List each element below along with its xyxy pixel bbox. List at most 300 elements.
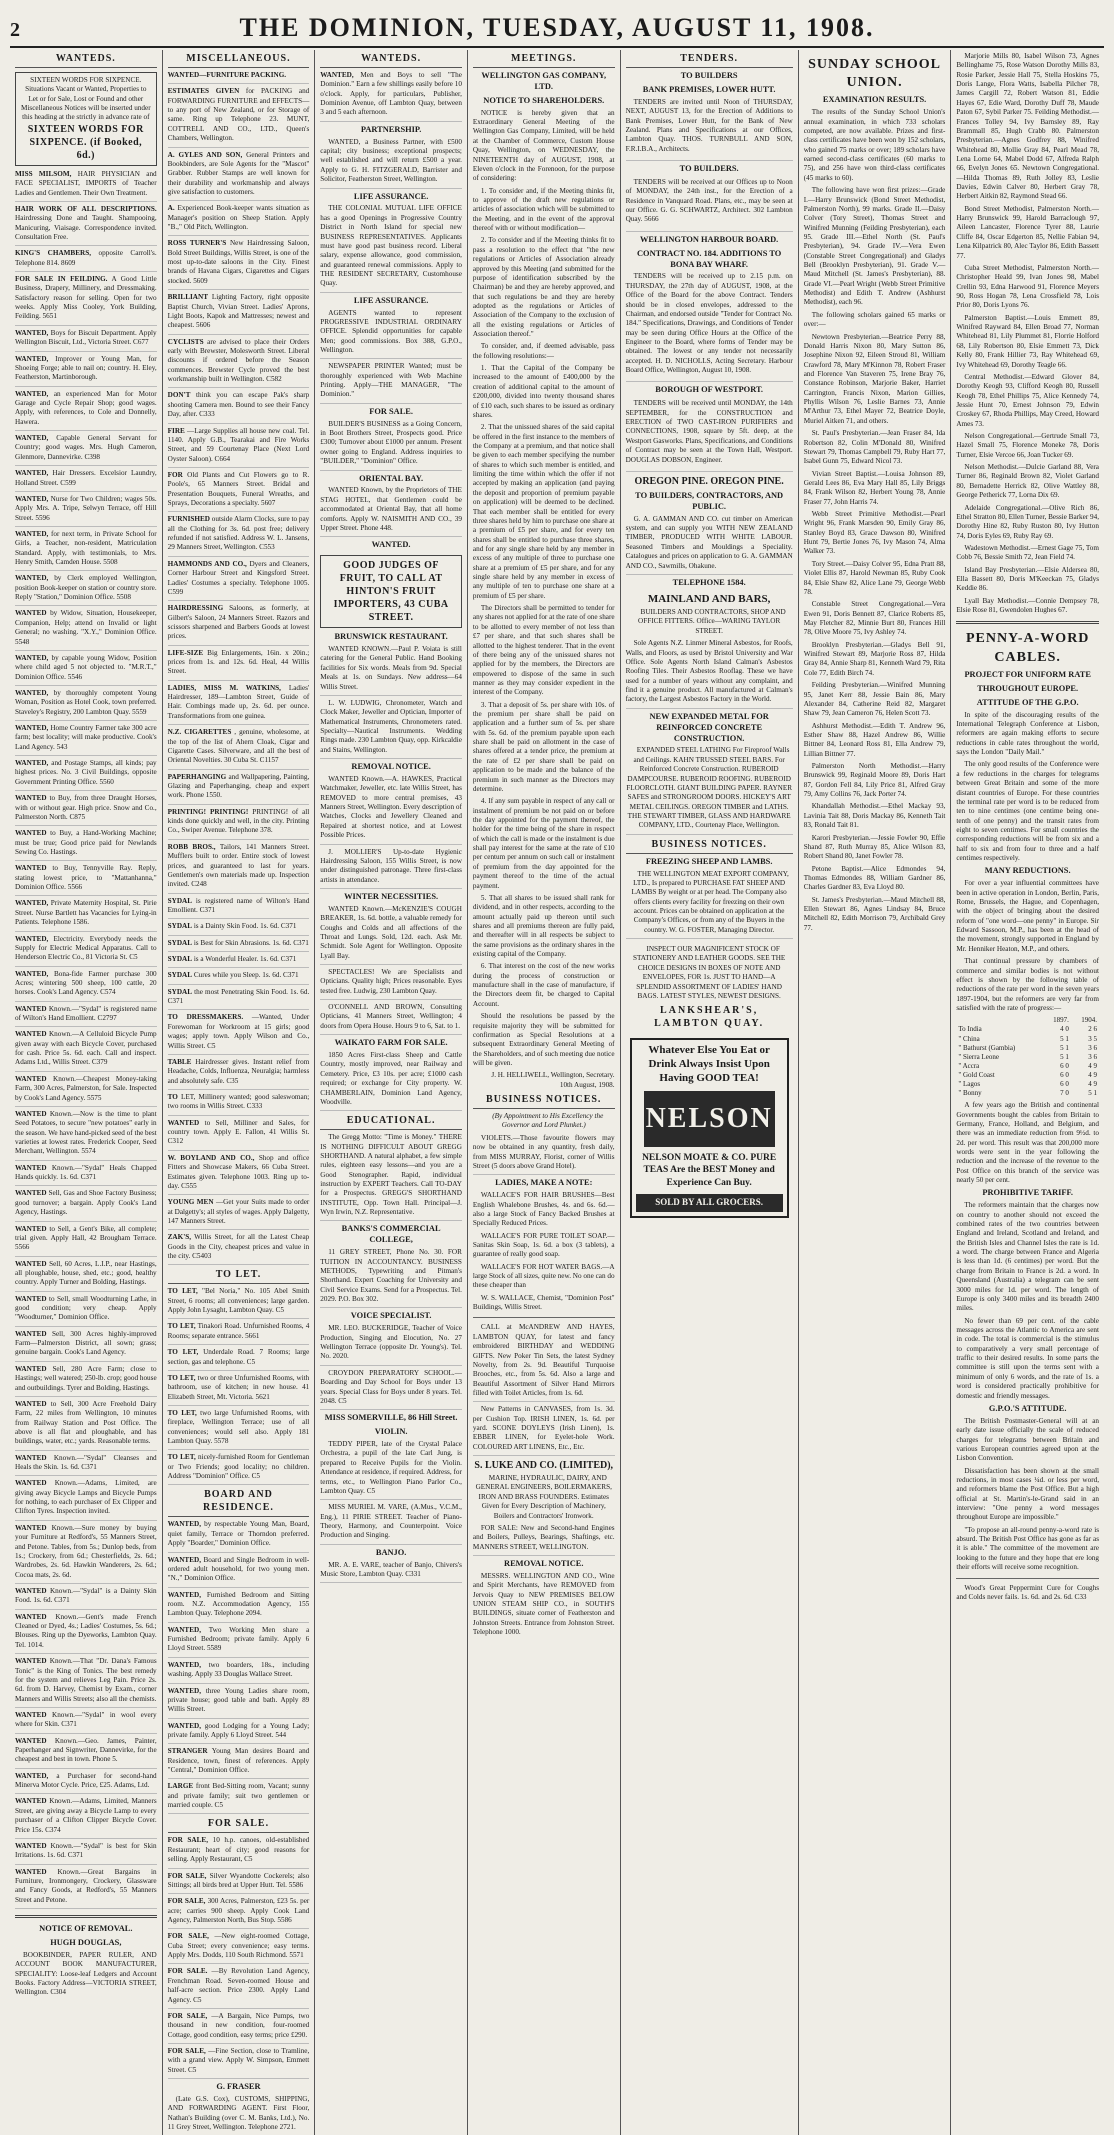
cables-title: PENNY-A-WORD CABLES. (965, 631, 1090, 665)
partnership-ad: WANTED, a Business Partner, with £500 capital; city business; exceptional prospects; well established and will return £500 a year. Apply to G. H. FITZGERALD, Barrister and Solicitor, Featherston Street, Wellington. (320, 138, 462, 189)
classified-ad-body: Capable General Servant for Country; good wages. Mrs. Hugh Cameron, Glenmore, Dannevirke. C398 (15, 434, 157, 461)
tender-title: BOROUGH OF WESTPORT. (655, 385, 764, 395)
classified-ad-lead: TO LET, (167, 1408, 197, 1417)
rate-notice (15, 72, 157, 166)
classified-ad-lead: HAIR WORK OF ALL DESCRIPTIONS. (15, 204, 157, 213)
croydon-ad: CROYDON PREPARATORY SCHOOL.—Boarding and Day School for Boys under 13 years. Special Class for Boys under 8 years. Tel. 2048. C5 (320, 1369, 462, 1410)
classified-ad (15, 574, 157, 606)
classified-ad (15, 1295, 157, 1327)
classified-ad-lead: TO LET, (167, 1453, 196, 1462)
paragraph: Karori Presbyterian.—Jessie Fowler 90, Effie Shand 87, Ruth Murray 85, Alice Wilson 83, Robert Shand 80, Janet Fowler 78. (803, 833, 946, 861)
classified-ad-lead: WANTED, (15, 354, 49, 363)
classified-ad-lead: WANTED (15, 1329, 47, 1338)
oregon-ad: G. A. GAMMAN AND CO. cut timber on American system, and can supply you WITH NEW ZEALAND TIMBER, PRODUCED WITH WHITE LABOUR. Seasoned Timbers and Mouldings a Speciality. Catalogues and prices on application to G. A. GAMMAN AND CO., Sawmills, Ohakune. (626, 515, 793, 575)
peppermint-ad: Wood's Great Peppermint Cure for Coughs and Colds never fails. 1s. 6d. and 2s. 6d. C33 (956, 1583, 1099, 1601)
wanteds-2-list (320, 71, 462, 122)
classified-ad-body: —Wanted, Under Forewoman for Workroom at 15 girls; good wages; apply town. Apply Wilson and Co., Willis Street. C5 (167, 1013, 310, 1050)
classified-ad-lead: LARGE (167, 1782, 194, 1791)
classified-ad (168, 1836, 310, 1868)
paragraph: NOTICE is hereby given that an Extraordinary General Meeting of the Wellington Gas Company, Limited, will be held at the Chamber of Commerce, Custom House Quay, Wellington, on WEDNESDAY, the NINETEENTH day of AUGUST, 1908, at Eleven o'clock in the Forenoon, for the purpose of considering: (472, 108, 615, 183)
classified-ad-body: General Printers and Bookbinders, are Sole Agents for the "Mascot" Grabber. Rubber Stamps are well known for their durability and workmanship and always give satisfaction to customers. (167, 150, 310, 196)
paragraph: 4. If any sum payable in respect of any call or instalment of premium be not paid on or before the day appointed for the payment thereof, the holder for the time being of the share in respect of which the call is made or the instalment is due shall pay interest for the same at the rate of £10 per centum per annum on such call or instalment of premium from the day appointed for the payment thereof to the time of the actual payment. (472, 797, 615, 890)
paragraph: Bond Street Methodist, Palmerston North.—Harry Brunswick 99, Harold Barraclough 97, Aileen Lancaster, Florence Tyrer 88, Laurie Cliffe 84, Oscar Edgerton 85, Nellie Fabian 94, Lena Kilpatrick 80, Alec Taylor 86, Edith Bassett 77. (956, 204, 1099, 260)
paragraph: St. James's Presbyterian.—Maud Mitchell 88, Ellen Stewart 86, Agnes Lindsay 84, Bruce Mitchell 82, Edith Morrison 79, Archibald Grey 77. (803, 895, 946, 932)
classified-ad-lead: SYDAL (167, 955, 193, 964)
classified-ad-body: by Clerk employed Wellington, position Book-keeper on station or country store. Reply "Station," Dominion Office. 5508 (15, 574, 157, 602)
tender-sub: CONTRACT NO. 184. ADDITIONS TO BONA BAY WHARF. (637, 248, 782, 269)
to-let-list (168, 1287, 310, 1485)
paragraph: No fewer than 69 per cent. of the cable messages across the Atlantic to America are sent in code. The total is commercial is the stimulus to comparatively a very small percentage of traffic to their desired results. In some parts the committee is still upon the terms sent with a minimum of only 6 words, and the rate of 1s. a word is considered practically prohibitive for domestic and friendly messages. (956, 1316, 1099, 1400)
section-heading-business-notices-2: BUSINESS NOTICES. (626, 838, 793, 854)
banjo-ad: MR. A. E. VARE, teacher of Banjo, Chivers's Music Store, Lambton Quay. C331 (320, 1561, 462, 1584)
results-continued: Marjorie Mills 80, Isabel Wilson 73, Agnes Bellinghame 75, Rose Watson Dorothy Mills 83, Rosie Parker, Jessie Hall 75, Stella Hoskins 75, Doris Lange, Flora Watts, Isabella Pilcher 78, James Cargill 72, Robert Watson 81, Eddie Hayes 67, Edie Ward, Dorothy Duff 78, Maude Paton 67, Sybil Parker 75. Feilding Methodist.—Frances Tolley 94, Ivy Barnsley 89, Ray Brammall 85, Hugh Crabb 80. Palmerston Presbyterian.—Agnes Godfrey 88, Winifred Whitehead 80, Mollie Gray 84, Pearl Mead 78, Lena Lorne 64, Mabel Dodd 67, Alfreda Ralph 66, Evelyn Jones 65. Newtown Congregational.—Hilda Thomas 89, Ruth Jolley 83, Leslie Davies, Edwin Calver 80, Herbert Gray 78, Herbert Aitkin 82, Raymond Stead 66. (956, 52, 1099, 201)
classified-ad-body: Known.—"Sydal" in wool every where for Skin. C371 (15, 1710, 157, 1729)
freezing-heading: FREEZING SHEEP AND LAMBS. (645, 856, 773, 866)
classified-ad (168, 684, 310, 725)
classified-list (15, 170, 157, 1909)
classified-ad (15, 1657, 157, 1708)
reductions-body: For over a year influential committees have been in active operation in London, Berlin, Paris, Rome, Brussels, the Hague, and Copenhagen, with the object of bringing about the desired reform of "one word—one penny" in Europe. Sir Edward Sassoon, M.P., has been at the head of the movement, strongly supported in England by Mr. Henniker Heaton, M.P., and others. (956, 879, 1099, 953)
classified-ad-lead: WANTED, (167, 1686, 201, 1695)
paragraph: The following have won first prizes:—Grade I.—Harry Brunswick (Bond Street Methodist, Palmerston North), 99 marks. Grade II.—Daisy Colver (Tory Street), Thomas Street and Winifred Munning (Feilding Presbyterian), each 95. Grade III.—Ethel North (St. Paul's Presbyterian), 94. Grade IV.—Vera Ewen (Constable Street Congregational) and Gladys Bell (Brooklyn Presbyterian), 91. Grade V.—Maud Mitchell (St. James's Presbyterian), 88. Grade VI.—Pearl Wright (Webb Street Primitive Methodist) and Edith T. Andrew (Ashhurst Methodist), each 96. (803, 186, 946, 307)
fraser-name: G. FRASER (216, 2082, 261, 2092)
paragraph: Khandallah Methodist.—Ethel Mackay 93, Lavinia Tait 88, Doris Mackay 86, Kenneth Tait 83, Ronald Tait 81. (803, 802, 946, 830)
removal-notice-name: HUGH DOUGLAS, (50, 1937, 122, 1947)
hinton-ad-text: GOOD JUDGES OF FRUIT, TO CALL AT HINTON'S FRUIT IMPORTERS, 43 CUBA STREET. (333, 560, 449, 624)
paragraph: WALLACE'S FOR HAIR BRUSHES—Best English Whalebone Brushes, 4s. and 6s. 6d.—also a large Stock of Fancy Backed Brushes at Specially Reduced Prices. (472, 1191, 615, 1228)
classified-ad-body: front Bed-Sitting room, Vacant; sunny and private family; suit two gentlemen or married couple. C5 (167, 1782, 310, 1810)
classified-ad (168, 1154, 310, 1195)
classified-ad (15, 935, 157, 967)
rates-table-cell: 4 9 (1088, 1079, 1097, 1088)
classified-ad-lead: FURNISHED (167, 515, 210, 524)
classified-ad-body: Old Plants and Cut Flowers go to R. Poole's, 65 Manners Street. Bridal and Presentation Bouquets, Funeral Wreaths, and Sprays, Decorations a specialty. 5607 (167, 470, 310, 508)
classified-ad-lead: WANTED, (15, 494, 49, 503)
paragraph: Brooklyn Presbyterian.—Gladys Bell 91, Winifred Stewart 89, Marjorie Ross 87, Hilda Gray 84, Annie Sharp 81, Kenneth Ward 79, Rita Cole 77, Edith Birch 74. (803, 640, 946, 677)
column-cables (951, 50, 1104, 2135)
classified-ad-lead: WANTED, (15, 934, 49, 943)
classified-ad (15, 1868, 157, 1909)
column-meetings (468, 50, 621, 2135)
classified-ad-lead: SYDAL (167, 971, 193, 980)
classified-ad-lead: A. GYLES AND SON, (167, 150, 243, 159)
classified-ad-body: Experienced Book-keeper wants situation as Manager's position on Sheep Station. Apply "B.," Old Pitch, Wellington. (167, 204, 310, 232)
section-heading-wanteds-2: WANTEDS. (320, 52, 462, 68)
oregon-subheading: TO BUILDERS, CONTRACTORS, AND PUBLIC. (635, 490, 784, 511)
classified-ad-lead: WANTED, (15, 899, 49, 908)
classified-ad-lead: YOUNG MEN (167, 1198, 214, 1207)
classified-ad-lead: WANTED, (15, 389, 49, 398)
paragraph: Nelson Congregational.—Gertrude Small 73, Hazel Small 75, Florence Moneke 78, Doris Turner, Elsie Vercoe 66, Joan Tucker 69. (956, 432, 1099, 459)
classified-ad (168, 1687, 310, 1719)
classified-ad (15, 970, 157, 1002)
classified-ad (15, 170, 157, 202)
classified-ad-lead: ROBB BROS., (167, 842, 216, 851)
tender-notice (626, 235, 793, 383)
classified-ad (168, 151, 310, 202)
classified-ad (15, 434, 157, 466)
oconnell-ad: O'CONNELL AND BROWN, Consulting Opticians, 41 Manners Street, Wellington; 4 doors from Opera House. Hours 9 to 6, Sat. to 1. (320, 1003, 462, 1035)
classified-ad-lead: TO (167, 1092, 178, 1101)
paragraph: Dissatisfaction has been shown at the small reductions, in most cases ¼d. or less per word, and reformers blame the Post Office. But a high official at St. Martin's-le-Grand said in an interview: "One penny a word messages throughout Europe are impossible." (956, 1466, 1099, 1522)
rates-table-cell: 3 5 (1088, 1034, 1097, 1043)
classified-ad-body: two boarders, 18s., including washing. Apply 33 Douglas Wallace Street. (167, 1660, 310, 1679)
classified-ad-lead: WANTED, (15, 688, 49, 697)
classified-ad-body: —New eight-roomed Cottage, Cuba Street; every convenience; easy terms. Apply Mrs. Dodds, 110 South Richmond. 5571 (167, 1932, 310, 1960)
violin-heading: VIOLIN. (374, 1427, 408, 1437)
classified-ad (15, 899, 157, 931)
classified-ad-lead: WANTED, (15, 759, 49, 768)
classified-ad-body: Known.—"Sydal" is registered name of Wilton's Hand Emollient. C2797 (15, 1004, 157, 1023)
royal-appointment: (By Appointment to His Excellency the Governor and Lord Plunket.) (492, 1112, 604, 1130)
paragraph: Central Methodist.—Edward Glover 84, Dorothy Keogh 93, Clifford Keogh 80, Russell Keogh 78, Ethel Phillips 75, Alice Kennedy 74, Jessie Hunt 70, Ernest Johnson 79, Edwin Croskey 67, Rhoda Phillips, May Creed, Howard Ames 73. (956, 372, 1099, 428)
tender-body: TENDERS will be received at our Offices up to Noon of MONDAY, the 24th inst., for the Erection of a Residence in Vanquard Road. Plans, etc., may be seen at our Office. G. G. SCHWARTZ, Architect. 302 Lambton Quay. 5666 (625, 177, 793, 224)
waikato-ad: 1850 Acres First-class Sheep and Cattle Country, mostly improved, near Railway and Cemetery. Price, £3 10s. per acre; £1000 cash required; or exchange for City property. W. CHAMBERLAIN, Dominion Land Agency, Woodville. (320, 1051, 462, 1111)
classified-ad (15, 249, 157, 272)
classified-ad-lead: ESTIMATES GIVEN (167, 87, 240, 96)
classified-ad-lead: WANTED (15, 1163, 47, 1172)
classified-ad (168, 560, 310, 601)
section-divider (15, 1915, 157, 1918)
classified-ad-lead: WANTED, (15, 469, 49, 478)
classified-ad (15, 1613, 157, 1654)
classified-ad-lead: WANTED, (15, 653, 49, 662)
banks-ad: 11 GREY STREET, Phone No. 30. FOR TUITION IN ACCOUNTANCY. BUSINESS METHODS, Typewriting and Pitman's Shorthand. Expert Coaching for University and Civil Service Exams. Send for a Prospectus. Tel. 2029. P.O. Box 302. (320, 1248, 462, 1308)
classified-ad-body: opposite Carroll's. Telephone 814. 8609 (15, 249, 157, 267)
classified-ad-body: is a Dainty Skin Food. 1s. 6d. C371 (193, 922, 297, 931)
classified-ad-body: by capable young Widow, Position where child aged 5 not objected to. "M.R.T.," Dominion Office. 5546 (15, 653, 157, 681)
classified-ad (168, 471, 310, 512)
classified-ad (15, 1737, 157, 1769)
classified-ad-body: —Large Supplies all house new coal. Tel. 1140. Apply G.B., Tearakai and Fire Works Street, and 59 Courtenay Place (Next Lord Oyster Saloon). C664 (167, 426, 310, 463)
classified-ad-body: Tailors, 141 Manners Street. Mufflers built to order. Entire stock of lowest prices, and guaranteed to last for years. Gentlemen's own materials made up. Inspection invited. C248 (167, 842, 310, 889)
classified-ad (168, 1967, 310, 2008)
classified-ad-body: 10 h.p. canoes, old-established Restaurant; heart of city; good reasons for selling. Apply Restaurant, C5 (167, 1836, 310, 1864)
rates-table-cell: 5 1 (1060, 1052, 1069, 1061)
classified-ad-lead: WANTED, (167, 1590, 201, 1599)
paragraph: Ashhurst Methodist.—Edith T. Andrew 96, Esther Shaw 88, Hazel Andrew 86, Willie Bittner 84, Leonard Ross 81, Ella Andrew 79, Lillian Bittner 77. (803, 721, 946, 758)
classified-ad-body: Saloons, as formerly, at Gilbert's Saloon, 24 Manners Street. Razors and scissors sharpened and Barbers Goods at lowest prices. (167, 604, 310, 641)
rates-table-row (956, 1089, 1099, 1098)
rates-table-cell: 5 1 (1060, 1034, 1069, 1043)
divider (473, 1317, 615, 1318)
classified-ad (168, 1520, 310, 1552)
paragraph: Palmerston Baptist.—Louis Emmett 89, Winifred Rayward 84, Ellen Broad 77, Norman Whitehead 81, Lily Plummet 81, Florrie Holford 68, Lily Robertson 80, Elsie Emmett 73, Dick Kelly 80, Frank Hillier 73, Ray Whitehead 69, Ivy Whitehead 69, Dorothy Teagle 66. (956, 313, 1099, 369)
classified-ad-lead: WANTED (15, 1453, 47, 1462)
classified-ad-body: to Sell, a Gent's Bike, all complete; trial given. Apply Hall, 42 Brougham Terrace. 5566 (15, 1224, 157, 1252)
classified-ad (168, 955, 310, 968)
paragraph: Petone Baptist.—Alice Edmondes 94, Thomas Edmondes 88, William Gardner 86, Charles Gardner 83, Eva Lloyd 80. (803, 864, 946, 892)
rate-notice-price: SIXTEEN WORDS FOR SIXPENCE. (if Booked, 6d.) (27, 123, 144, 161)
classified-ad (15, 1075, 157, 1107)
classified-ad-body: Two Working Men share a Furnished Bedroom; private family. Apply 6 Lloyd Street. 5589 (167, 1625, 310, 1653)
classified-ad-body: Private Maternity Hospital, St. Pirie Street. Nurse Bartlett has Vacancies for Lying-in Patients. Telephone 1586. (15, 899, 157, 927)
voice-ad: MR. LEO. BUCKERIDGE, Teacher of Voice Production, Singing and Elocution, No. 27 Wellington Terrace (opposite Dr. Young's). Tel. No. 2020. (320, 1324, 462, 1365)
for-sale-list (168, 1836, 310, 2079)
column-wanteds (10, 50, 163, 2135)
classified-ad-lead: WANTED (15, 1867, 47, 1876)
classified-ad-lead: FOR SALE, (167, 2011, 208, 2020)
rates-table-cell: 5 1 (1060, 1043, 1069, 1052)
classified-ad-body: Known.—"Sydal" Heals Chapped Hands quickly. 1s. 6d. C371 (15, 1163, 157, 1182)
luke-heading: S. LUKE AND CO. (LIMITED), (474, 1460, 614, 1472)
paragraph: Cuba Street Methodist, Palmerston North.—Christopher Heald 99, Ivan Jones 98, Mabel Crellin 93, Edna Harwood 91, Florence Meyers 90, Ross Hogan 78, Lena Crossfield 78, Lois Prior 80, Doris Lyons 76. (956, 263, 1099, 310)
classified-ad-lead: CYCLISTS (167, 337, 204, 346)
classified-ad (15, 1260, 157, 1292)
classified-ad (15, 1479, 157, 1520)
classified-ad-lead: WANTED (15, 1710, 47, 1719)
telephone-line: TELEPHONE 1584. (672, 577, 746, 587)
ladies-heading: LADIES, MAKE A NOTE: (495, 1178, 593, 1188)
classified-ad-lead: FOR SALE, (167, 2046, 206, 2055)
classified-ad (168, 1058, 310, 1090)
classified-ad-lead: WANTED, (320, 71, 354, 79)
rates-table-cell: " Lagos (958, 1079, 981, 1088)
classified-ad-body: to Buy, Tennyville Ray. Reply, stating lowest price, to "Mattanhanna," Dominion Office. 5566 (15, 864, 157, 892)
classified-ad-lead: WANTED, (167, 1555, 201, 1564)
column-wanteds-2 (315, 50, 468, 2135)
rates-table-cell: " Accra (958, 1061, 980, 1070)
classified-ad-lead: WANTED (15, 1224, 47, 1233)
classified-ad (15, 1587, 157, 1610)
classified-ad-body: —A Bargain, Nice Pumps, two thousand in new condition, four-roomed Cottage, good condition, easy terms; price £290. (167, 2011, 310, 2039)
classified-ad-lead: FOR SALE. (167, 1967, 208, 1976)
removal-2-heading: REMOVAL NOTICE. (504, 1559, 584, 1568)
classified-ad-body: Home Country Farmer take 300 acre farm; best locality; will make productive. Cook's Land Agency. 543 (15, 724, 157, 751)
classified-ad (15, 794, 157, 826)
tender-body: TENDERS will be received until MONDAY, the 14th SEPTEMBER, for the CONSTRUCTION and ERECTION of TWO CAST-IRON PURIFIERS and CONNECTIONS, 1908, square by 5ft. deep, at the Westport Gasworks. Plans, Specifications, and Conditions of Contract may be seen at the Town Hall, Westport. DOUGLAS DOBSON, Engineer. (625, 399, 793, 464)
classified-ad-lead: WANTED (15, 1587, 47, 1595)
paragraph: Webb Street Primitive Methodist.—Pearl Wright 96, Frank Marsden 90, Emily Gray 86, Stanley Boyd 83, Grace Dawson 80, Winifred Hunt 79, Bertie Jones 76, Ivy Mason 74, Alma Walker 73. (803, 510, 946, 556)
shareholders-notice-heading: NOTICE TO SHAREHOLDERS. (483, 95, 605, 105)
winter-heading: WINTER NECESSITIES. (344, 891, 439, 901)
classified-ad-lead: WANTED (15, 1479, 47, 1488)
classified-ad-body: three Young Ladies share room, private house; good table and bath. Apply 89 Willis Street. (167, 1686, 310, 1714)
classified-ad-body: LET, Millinery wanted; good saleswoman; two rooms in Willis Street. C333 (167, 1092, 310, 1111)
classified-ad (168, 427, 310, 468)
classified-ad-lead: TO LET, (167, 1348, 199, 1357)
paragraph: St. Paul's Presbyterian.—Jean Fraser 84, Ida Robertson 82, Colin M'Donald 80, Winifred Stewart 79, Thomas Campbell 79, Ruby Hart 77, Isabel Gunn 75, Edward Nicol 73. (803, 429, 946, 466)
violets-ad: VIOLETS.—Those favourite flowers may now be obtained in any quantity, fresh daily, from MISS MURRAY, Florist, corner of Willis Street (5 doors above Grand Hotel). (473, 1134, 615, 1175)
classified-ad-lead: FOR SALE, (167, 1897, 206, 1906)
classified-ad (168, 338, 310, 389)
classified-ad-lead: W. BOYLAND AND CO., (167, 1153, 255, 1162)
classified-ad-lead: FOR SALE IN FEILDING. (15, 275, 108, 284)
classified-ad-body: Silver Wyandotte Cockerels; also Sittings; all birds bred at Upper Hutt. Tel. 5586 (167, 1871, 310, 1889)
classified-ad-lead: WANTED, (15, 969, 49, 978)
classified-ad-lead: TABLE (167, 1057, 192, 1066)
oriental-bay-ad: WANTED Known, by the Proprietors of THE STAG HOTEL, that Gentlemen could be accommodated at Oriental Bay, that all home comforts. Apply W. NAISMITH AND CO., 39 Upper Street. Phone 448. (320, 486, 462, 537)
paragraph: WALLACE'S FOR HOT WATER BAGS.—A large Stock of all sizes, quite new. No one can do these cheaper than (472, 1262, 615, 1290)
classified-ad-body: A Good Little Business, Drapery, Millinery, and Dressmaking. Satisfactory reason for selling. Open for two weeks. Apply Miss Cooley, York Building, Feilding. 5651 (15, 275, 157, 321)
classified-ad (168, 649, 310, 681)
classified-ad (15, 469, 157, 492)
hawkes-removal-ad: WANTED Known.—A. HAWKES, Practical Watchmaker, Jeweller, etc. late Willis Street, has REMOVED to more central premises, 43 Manners Street, Wellington. Every description of Watches, Clocks and Jewellery Cleaned and Repaired at shortest notice, and at Lowest Possible Prices. (320, 775, 462, 845)
wanted-heading: WANTED. (371, 540, 411, 550)
classified-ad-lead: PAPERHANGING (167, 772, 227, 781)
classified-ad (15, 495, 157, 527)
paragraph: Palmerston North Methodist.—Harry Brunswick 99, Reginald Moore 89, Doris Hart 87, Gordon Fell 84, Lily Price 81, Alfred Gray 79, Amy Collins 76, Jack Porter 74. (803, 762, 946, 799)
classified-ad (168, 204, 310, 236)
wallace-ad (473, 1191, 615, 1312)
classified-ad-body: Known.—Now is the time to plant Seed Potatoes, to secure "new potatoes" early in the season. We have hand-picked seed of the best varieties at lowest rates. Frederick Cooper, Seed Merchant, Wellington. 5574 (15, 1109, 157, 1156)
classified-ad-body: Known.—That "Dr. Dana's Famous Tonic" is the King of Tonics. The best remedy for the system and relieves Leg Pain. Price 2s. 6d. from D. Harvey, Chemist by Exam., corner Manners and Willis Streets; also all the chemists. (15, 1657, 157, 1703)
section-divider (956, 621, 1099, 624)
classified-ad-lead: ROSS TURNER'S (167, 239, 227, 248)
waikato-heading: WAIKATO FARM FOR SALE. (334, 1038, 448, 1048)
classified-ad (15, 275, 157, 326)
classified-ad (15, 724, 157, 756)
classified-ad-lead: PRINTING! PRINTING! (167, 807, 249, 816)
paragraph: The only good results of the Conference were a few reductions in the charges for telegrams between Great Britain and some of the more distant countries of Europe. For these countries the terminal rate per word is to be reduced from ten to nine centimes (one centime being one-tenth of one penny) and the transit rates from eight to seven centimes. For small countries the corresponding reductions will be from six and a half to six and from four to three and a half centimes respectively. (956, 760, 1099, 863)
removal-heading: REMOVAL NOTICE. (351, 762, 431, 772)
paragraph: 5. That all shares to be issued shall rank for dividend, and in other respects, according to the amount actually paid up thereon until such shares and all premiums thereon are fully paid, and thereafter will in all respects be subject to the same provisions as the ordinary shares in the existing capital of the Company. (472, 893, 615, 959)
classified-ad (168, 1872, 310, 1895)
classified-ad-lead: WANTED, (15, 434, 49, 443)
paragraph: Constable Street Congregational.—Vera Ewen 91, Doris Bennett 87, Clarice Roberts 85, May Fletcher 82, Minnie Burt 80, Frances Hill 78, Olive Moore 75, Ivy Ashley 74. (803, 600, 946, 637)
expanded-metal-heading: NEW EXPANDED METAL FOR REINFORCED CONCRETE CONSTRUCTION. (649, 711, 769, 743)
classified-ad-body: HAIR PHYSICIAN and FACE SPECIALIST, IMPORTS of Teacher Ladies and Gentlemen. Their Own Treatment. (15, 169, 157, 197)
classified-ad-body: a Purchaser for second-hand Minerva Motor Cycle. Price, £25. Adams, Ltd. (15, 1771, 157, 1790)
nelson-tea-ad (630, 1038, 789, 1217)
paragraph: Should the resolutions be passed by the requisite majority they will be submitted for confirmation as Special Resolutions at a subsequent Extraordinary General Meeting of the Shareholders, and of such meeting due notice will be given. (472, 1012, 615, 1067)
classified-ad-body: —Get your Suits made to order at Dalgetty's; all styles of wages. Apply Dalgetty, 147 Manners Street. (167, 1198, 310, 1225)
column-miscellaneous (163, 50, 316, 2135)
rates-table-cell: 7 0 (1060, 1089, 1069, 1098)
classified-ad-body: Sell, 60 Acres, L.I.P., near Hastings, all ploughable, house, shed, etc.; good, healthy country. Apply Turner and Bolding, Hastings. (15, 1259, 157, 1287)
tenders-list (626, 71, 793, 472)
classified-ad-lead: WANTED, (15, 724, 49, 733)
classified-ad-lead: WANTED (15, 1004, 47, 1013)
mainland-body: BUILDERS AND CONTRACTORS, SHOP AND OFFICE FITTERS. Office—WARING TAYLOR STREET. (638, 608, 786, 635)
mollier-ad: J. MOLLIER'S Up-to-date Hygienic Hairdressing Saloon, 155 Willis Street, is now under distinguished patronage. Three first-class artists in attendance. (320, 848, 462, 889)
classified-ad (168, 773, 310, 805)
classified-ad-lead: WANTED (15, 1189, 47, 1198)
rates-table-cell: 4 0 (1060, 1025, 1069, 1034)
classified-ad-body: to Sell, small Woodturning Lathe, in good condition; very cheap. Apply "Woodturner," Dominion Office. (15, 1294, 157, 1322)
rates-table-cell: " Bathurst (Gambia) (958, 1043, 1016, 1052)
section-heading-meetings: MEETINGS. (473, 52, 615, 68)
paragraph: 2. To consider and if the Meeting thinks fit to pass a resolution to the effect that "the new regulations or Articles of Association already approved by this Meeting (and submitted for the purpose of identification subscribed by the Chairman) be and they are hereby approved, and that such regulations be and they are hereby adopted as the regulations or Articles of Association of the Company to the exclusion of all the existing regulations or Articles of Association thereof." (472, 236, 615, 339)
prohibitive-body (956, 1201, 1099, 1401)
classified-ad (15, 1772, 157, 1795)
classified-ad (15, 1005, 157, 1028)
classified-ad-body: outside Alarm Clocks, sure to pay all the Clothing for 3s. 6d. post free; delivery refunded if not satisfied. Address W. L. Jansens, 29 Manners Street, Wellington. C553 (167, 515, 310, 552)
classified-ad (168, 1233, 310, 1265)
classified-ad-body: Hair Dressers. Excelsior Laundry, Holland Street. C599 (15, 469, 157, 487)
section-heading-to-let: TO LET. (168, 1268, 310, 1284)
paragraph: Nelson Methodist.—Dulcie Garland 88, Vera Turner 86, Reginald Brown 82, Violet Garland 80, Bernadette Herrick 82, Olive Wattley 88, George Petherick 77, Lorna Dix 69. (956, 463, 1099, 500)
classified-ad-body: are advised to place their Orders early with Brewster, Molesworth Street. Liberal discounts if ordered before the Season commences. Brewster Cycle proved the best workmanship built in Wellington. C582 (167, 337, 310, 384)
tender-notice (626, 71, 793, 161)
classified-ad-body: Known.—Adams, Limited, Manners Street, are giving away a Bicycle Lamp to every purchaser of a Clifton Clipper Bicycle Cover. Price 15s. C374 (15, 1797, 157, 1834)
rates-table-cell: " China (958, 1034, 980, 1043)
classified-ad (15, 355, 157, 387)
paragraph: 6. That interest on the cost of the new works during the process of construction or manufacture shall in the case of manufacture, if the Directors deem fit, be charged to Capital Account. (472, 962, 615, 1008)
classified-ad-body: Lighting Factory, right opposite Baptist Church, Vivian Street. Ladies' Aprons, Light Boots, Kapok and Mattresses; newest and cheapest. 5606 (167, 293, 310, 330)
fraser-body: (Late G.S. Cox), CUSTOMS, SHIPPING, AND FORWARDING AGENT. First Floor, Nathan's Building (over C. M. Banks, Ltd.), No. 11 Grey Street, Wellington. Telephone 2721. (167, 2094, 310, 2132)
canvases-ad: New Patterns in CANVASES, from 1s. 3d. per Cushion Top. IRISH LINEN, 1s. 6d. per yard. SCONE DOYLEYS (Irish Linen), 1s. EBBER LINEN, for Eyelet-hole Work. COLOURED ART LINENS, Etc., Etc. (473, 1405, 615, 1456)
banjo-heading: BANJO. (375, 1547, 407, 1557)
classified-ad-lead: LIFE-SIZE (167, 648, 204, 657)
expanded-metal-ad: EXPANDED STEEL LATHING For Fireproof Walls and Ceilings. KAHN TRUSSED STEEL BARS. For Reinforced Concrete Construction. RUBEROID DAMPCOURSE. RUBEROID ROOFING. RUBEROID FLOORCLOTH. GIANT BUILDING PAPER. RAYNER SAFES and STRONGROOM DOORS. HICKEY'S ART METAL CEILINGS. OREGON TIMBER and LATHS. THE STEWART TIMBER, GLASS AND HARDWARE COMPANY, LTD., Courtenay Place, Wellington. (626, 746, 793, 834)
paragraph: To consider, and, if deemed advisable, pass the following resolutions:— (472, 342, 615, 360)
classified-ad-lead: WANTED (15, 1841, 47, 1850)
rates-table-cell: 2 6 (1088, 1025, 1097, 1034)
tender-title: TO BUILDERS. (679, 164, 739, 173)
paragraph: "To propose an all-round penny-a-word rate is absurd. The British Post Office has gone as far as it is able." The committee of the movement are looking to the future and they hope that ere long their efforts will receive some recognition. (956, 1525, 1099, 1572)
classified-ad (168, 1722, 310, 1745)
classified-ad-body: to Buy, from three Draught Horses, with or without gear. High price. Snow and Co., Palmerston North. C875 (15, 794, 157, 821)
classified-ad-body: is registered name of Wilton's Hand Emollient. C371 (167, 896, 310, 914)
column-sunday-school (799, 50, 952, 2135)
removal-2-body: MESSRS. WELLINGTON AND CO., Wine and Spirit Merchants, have REMOVED from Jervois Quay to NEW PREMISES BELOW UNION STEAM SHIP CO., in SOUTH'S BUILDINGS, situate corner of Featherston and Johnston Streets. Entrance from Johnston Street. Telephone 1000. (472, 1571, 615, 1637)
classified-ad-lead: WANTED (15, 864, 47, 873)
classified-ad-lead: WANTED (15, 1736, 47, 1745)
classified-ad-body: to Sell, 300 Acre Freehold Dairy Farm, 22 miles from Wellington, 10 minutes from Railway Station and Post Office. The above is all flat and ploughable, and has buildings, water, etc.; yards. Reasonable terms. (15, 1399, 157, 1446)
paragraph: W. S. WALLACE, Chemist, "Dominion Post" Buildings, Willis Street. (472, 1293, 615, 1312)
classified-ad (168, 1093, 310, 1116)
classified-ad-body: , genuine, wholesome, at the top of the list of Ahern Cloak, Cigar and Cigarette Cases. Silverware, and all the best of Oriental Novelties. 30 Cuba St. C1157 (167, 728, 310, 765)
tender-notice (626, 164, 793, 232)
classified-ad-lead: WANTED (15, 1797, 47, 1806)
classified-ad-body: nicely-furnished Room for Gentleman or Two Friends; good locality; no children. Address "Dominion" Office. C5 (167, 1453, 310, 1481)
classified-ad (168, 808, 310, 840)
classified-ad (168, 971, 310, 984)
classified-ad (168, 1119, 310, 1151)
classified-ad-body: Big Enlargements, 16in. x 20in.; prices from 1s. and 12s. 6d. Heal, 44 Willis Street. (167, 648, 310, 676)
winter-ad: WANTED Known.—McKENZIE'S COUGH BREAKER, 1s. 6d. bottle, a valuable remedy for Coughs and Colds and all affections of the Throat and Lungs. Sold, 12d. each. Ask Mr. Schmidt. Sole Agent for Wellington. Opposite Lyall Bay. (320, 905, 462, 965)
classified-ad (168, 604, 310, 645)
section-heading-wanteds: WANTEDS. (15, 52, 157, 68)
classified-ad-lead: WANTED, (167, 1660, 201, 1669)
classified-ad-lead: WANTED (15, 1109, 47, 1118)
classified-ad (168, 1897, 310, 1929)
classified-ad (168, 1591, 310, 1623)
classified-ad-body: Men and Boys to sell "The Dominion." Earn a few shillings easily before 10 o'clock. Apply, for particulars, Publisher, Dominion Avenue, off Lambton Quay, between 3 and 5 each afternoon. (320, 71, 462, 117)
classified-ad-lead: WANTED (15, 1523, 47, 1532)
newspaper-title: THE DOMINION, TUESDAY, AUGUST 11, 1908. (239, 13, 875, 42)
cables-subtitle-2: THROUGHOUT EUROPE. (977, 683, 1079, 693)
voice-heading: VOICE SPECIALIST. (350, 1311, 432, 1321)
oregon-heading: OREGON PINE. OREGON PINE. (634, 475, 784, 487)
paragraph: The following scholars gained 65 marks or over:— (803, 310, 946, 329)
paragraph: The British Postmaster-General will at an early date issue officially the scale of reduced charges for telegrams between Britain and various European countries agreed upon at the Lisbon Convention. (956, 1416, 1099, 1463)
rates-table-cell: 4 9 (1088, 1070, 1097, 1079)
rates-table-row (956, 1071, 1099, 1080)
classified-ad-body: Sell, 280 Acre Farm; close to Hastings; well watered; 250-lb. crop; good house and outbuildings. Tyrer and Bolding, Hastings. (15, 1364, 157, 1392)
removal-notice-body: BOOKBINDER, PAPER RULER, AND ACCOUNT BOOK MANUFACTURER, SPECIALITY: Loose-leaf Ledgers and Account Books. Factory Address—VICTORIA STREET, Wellington. C304 (15, 1950, 157, 1997)
paragraph: 3. That a deposit of 5s. per share with 10s. of the premium per share shall be paid on application and a further sum of 5s. per share with 5s. 6d. of the premium payable upon each share shall be paid on allotment in the case of shares offered at a tender price, the premium at the rate of £2 per share shall be paid on application to be made and the balance of the premium in such manner as the Directors may determine. (472, 700, 615, 793)
paragraph: Wadestown Methodist.—Ernest Gage 75, Tom Cobb 76, Bessie Smith 72, Jean Field 74. (956, 543, 1099, 562)
classified-ad-body: Board and Single Bedroom in well-ordered adult household, for two young men. "N.," Dominion Office. (167, 1555, 310, 1583)
mainland-heading: MAINLAND AND BARS, (647, 592, 771, 605)
paragraph: Feilding Presbyterian.—Winifred Munning 95, Janet Kerr 88, Jessie Bain 86, Mary Alexander 84, Catherine Reid 82, Margaret Shaw 79, Jean Cameron 76, Helen Scott 73. (803, 681, 946, 718)
classified-ad-lead: WANTED (15, 1294, 47, 1303)
classified-ad-lead: WANTED (15, 1612, 47, 1621)
freezing-ad: THE WELLINGTON MEAT EXPORT COMPANY, LTD., Is prepared to PURCHASE FAT SHEEP AND LAMBS By weight or at per head. The Company also offers clients every facility for freezing on their own account. Prices can be obtained on application at the Company's Offices, or from any of the Buyers in the country. W. G. FOSTER, Managing Director. (626, 870, 793, 940)
classified-ad (168, 1626, 310, 1658)
column-tenders (621, 50, 799, 2135)
classified-ad-lead: FIRE (167, 426, 185, 435)
classified-ad-body: Known.—A Celluloid Bicycle Pump given away with each Bicycle Cover, purchased for cash. Price 5s. 6d. each. Call and inspect. Adams Ltd., Willis Street. C379 (15, 1030, 157, 1067)
attitude-body (956, 711, 1099, 864)
brunswick-ad: WANTED KNOWN.—Paul P. Voiata is still catering for the General Public. Hand Booking facilities for Six words. Meals from 9d. Special Meals at 1s. on Sundays. New address—64 Willis Street. (320, 645, 462, 696)
classified-ad-body: Sell, Gas and Shoe Factory Business; good turnover; a bargain. Apply Cook's Land Agency, Hastings. (15, 1189, 157, 1217)
classified-ad-lead: WANTED, (15, 1771, 49, 1780)
classified-ad (168, 1453, 310, 1485)
rates-table-col-1904: 1904. (1081, 1016, 1097, 1025)
